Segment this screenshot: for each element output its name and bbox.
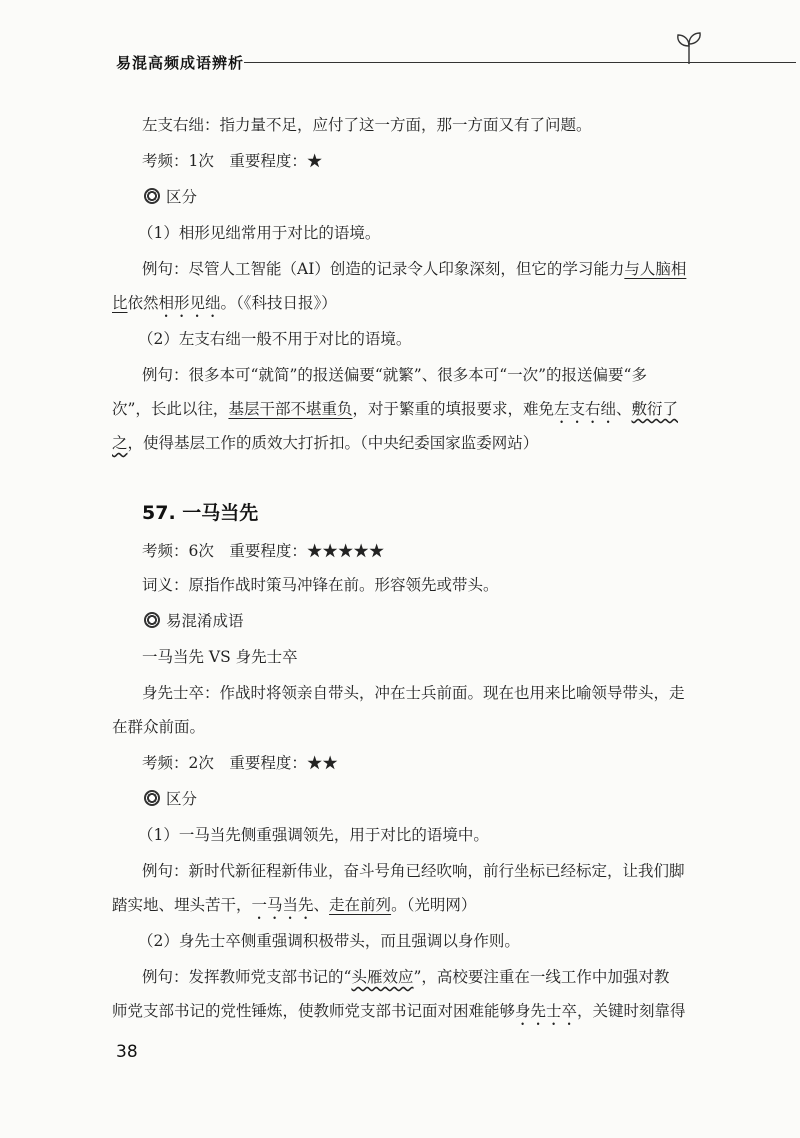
underlined-phrase: 与人脑相 xyxy=(624,260,687,278)
example-text: 例句：发挥教师党支部书记的“ xyxy=(142,968,352,986)
section-bullet-icon xyxy=(144,612,160,628)
underlined-phrase-end: 比 xyxy=(112,294,128,312)
example-text: 尽管人工智能（AI）创造的记录令人印象深刻，但它的学习能力 xyxy=(188,260,625,278)
header-title: 易混高频成语辨析 xyxy=(116,54,245,72)
entry-meaning: 词义：原指作战时策马冲锋在前。形容领先或带头。 xyxy=(142,576,499,594)
sprout-icon xyxy=(674,26,704,66)
example-text: ，使得基层工作的质效大打折扣。（中央纪委国家监委网站） xyxy=(127,434,539,452)
confusable-heading xyxy=(144,610,244,632)
example-text: 、 xyxy=(615,400,632,418)
example-2-line-2 xyxy=(112,398,678,427)
point-1: （1）一马当先侧重强调领先，用于对比的语境中。 xyxy=(138,826,489,844)
example-text: 依然 xyxy=(127,294,159,312)
idiom-pair: 一马当先 VS 身先士卒 xyxy=(142,648,298,666)
section-bullet-icon xyxy=(144,790,160,806)
example-text: 师党支部书记的党性锤炼，使教师党支部书记面对困难能够 xyxy=(112,1002,516,1020)
alt-frequency: 考频：2次 重要程度：★★ xyxy=(142,754,338,772)
definition-text: ：指力量不足，应付了这一方面，那一方面又有了问题。 xyxy=(204,116,592,134)
example-1-line-2 xyxy=(112,894,476,923)
frequency-line: 考频：1次 重要程度：★ xyxy=(142,152,323,170)
example-text: 踏实地、埋头苦干， xyxy=(112,896,252,914)
wavy-phrase: 头雁效应 xyxy=(351,968,414,986)
header-rule xyxy=(244,62,796,63)
example-text: 很多本可“就简”的报送偏要“就繁”、很多本可“一次”的报送偏要“多 xyxy=(188,366,647,384)
point-2: （2）左支右绌一般不用于对比的语境。 xyxy=(138,330,412,348)
dotted-idiom: 一马当先 xyxy=(251,896,314,914)
dotted-idiom: 身先士卒 xyxy=(515,1002,578,1020)
wavy-phrase-end: 之 xyxy=(112,434,128,452)
section-bullet-icon xyxy=(144,188,160,204)
running-header xyxy=(116,44,756,84)
dotted-idiom: 左支右绌 xyxy=(553,400,616,418)
definition-term: 左支右绌 xyxy=(142,116,205,134)
point-2: （2）身先士卒侧重强调积极带头，而且强调以身作则。 xyxy=(138,932,520,950)
section-heading xyxy=(144,788,197,810)
section-label: 区分 xyxy=(166,790,198,808)
example-1-line-1: 例句：新时代新征程新伟业，奋斗号角已经吹响，前行坐标已经标定，让我们脚 xyxy=(142,862,685,880)
example-2-line-1 xyxy=(142,364,647,386)
example-label: 例句： xyxy=(142,260,189,278)
example-1-line-1 xyxy=(142,258,686,280)
alt-definition-line-2: 在群众前面。 xyxy=(112,718,206,736)
dotted-idiom: 相形见绌 xyxy=(158,294,221,312)
example-1-line-2 xyxy=(112,292,337,321)
example-text: ，对于繁重的填报要求，难免 xyxy=(352,400,554,418)
definition-line xyxy=(142,114,592,136)
point-1: （1）相形见绌常用于对比的语境。 xyxy=(138,224,381,242)
example-text: 、 xyxy=(313,896,330,914)
example-text: 次”，长此以往， xyxy=(112,400,229,418)
page-number: 38 xyxy=(116,1042,138,1062)
section-heading xyxy=(144,186,197,208)
alt-definition-line-1: 身先士卒：作战时将领亲自带头，冲在士兵前面。现在也用来比喻领导带头，走 xyxy=(142,684,685,702)
example-label: 例句： xyxy=(142,366,189,384)
wavy-phrase: 敷衍了 xyxy=(631,400,679,418)
example-source: 。（光明网） xyxy=(391,896,477,914)
section-label: 区分 xyxy=(166,188,198,206)
section-label: 易混淆成语 xyxy=(166,612,244,630)
example-source: 。（《科技日报》） xyxy=(220,294,337,312)
underlined-phrase: 基层干部不堪重负 xyxy=(228,400,353,418)
entry-frequency: 考频：6次 重要程度：★★★★★ xyxy=(142,542,385,560)
example-text: ，关键时刻靠得 xyxy=(577,1002,686,1020)
entry-title: 57. 一马当先 xyxy=(142,502,259,524)
example-2-line-2 xyxy=(112,1000,686,1029)
underlined-phrase: 走在前列 xyxy=(329,896,392,914)
example-2-line-1 xyxy=(142,966,669,988)
example-text: ”，高校要注重在一线工作中加强对教 xyxy=(413,968,670,986)
example-2-line-3 xyxy=(112,432,538,454)
